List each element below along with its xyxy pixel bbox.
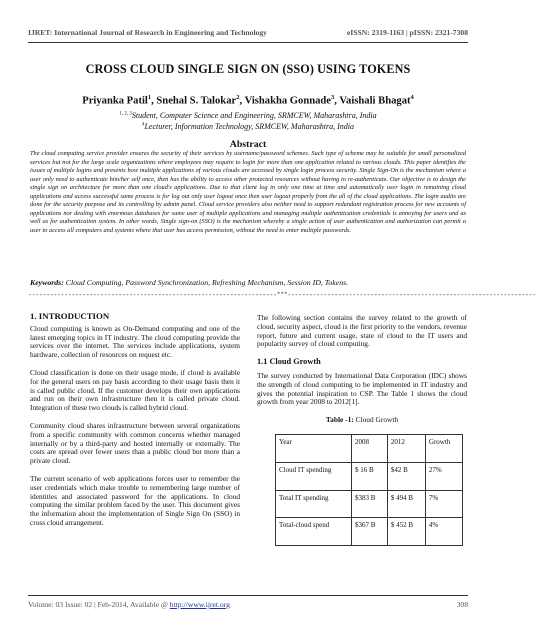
paragraph: The survey conducted by International Data Corporation (IDC) shows the strength of cloud computing to be implemented in IT industry and gives the potential inspiration to CSP. The Table 1 shows the cloud growth from year 2008 to 2012[1]. <box>257 370 467 407</box>
table-caption: Table -1: Cloud Growth <box>325 415 399 425</box>
table-cell: $367 B <box>352 518 388 546</box>
journal-url-link[interactable]: http://www.ijret.org <box>169 600 230 609</box>
table-cell: $ 494 B <box>387 490 425 518</box>
paragraph: The current scenario of web applications forces user to remember the user credentials which make trouble to remembering large number of identities and associated password for the applications. In cloud computing the similar problem faced by the user. This document gives the information about the implementation of Single Sign On (SSO) in cross cloud arrangement. <box>30 473 240 527</box>
author-name: Snehal S. Talokar <box>156 95 237 107</box>
journal-name: IJRET: International Journal of Research in Engineering and Technology <box>28 28 267 37</box>
table-cell: Total-cloud spend <box>276 518 352 546</box>
cloud-growth-table <box>275 434 463 546</box>
abstract-heading: Abstract <box>229 139 267 150</box>
keywords <box>30 278 466 287</box>
table-row <box>276 490 463 518</box>
journal-header <box>28 28 468 37</box>
author-list: Priyanka Patil$^1$, Snehal S. Talokar$^2$, Vishakha Gonnade$^3$, Vaishali Bhagat$^4$ <box>82 94 414 107</box>
left-column <box>30 312 240 537</box>
paper-title: CROSS CLOUD SINGLE SIGN ON (SSO) USING TOKENS <box>85 62 411 76</box>
paragraph: Cloud classification is done on their usage mode, if cloud is available for the general users on pay basis according to their usage basis then it is called public cloud. If the customer develops their own applications and run on their own infrastructure then it is called private cloud. Integration of these two clouds is called hybrid cloud. <box>30 367 240 413</box>
footer-volume: Volume: 03 Issue: 02 | Feb-2014, Available @ http://www.ijret.org <box>28 600 230 609</box>
page-number: 308 <box>456 600 468 609</box>
paragraph: Community cloud shares infrastructure between several organizations from a specific community with common concerns whether managed internally or by a third-party and hosted internally or externally. The costs are spread over fewer users than a public cloud but more than a private cloud. <box>30 420 240 466</box>
author-name: Priyanka Patil <box>82 95 148 107</box>
table-row <box>276 462 463 490</box>
affiliation-students: $^{1, 2, 3}$Student, Computer Science and Engineering, SRMCEW, Maharashtra, India <box>119 111 377 120</box>
header-rule <box>28 42 468 43</box>
author-name: Vaishali Bhagat <box>339 95 411 107</box>
table-cell: $ 452 B <box>387 518 425 546</box>
right-column <box>257 314 467 546</box>
paragraph: The following section contains the survey related to the growth of cloud, security aspect, cloud is the first priority to the vendors, revenue report, future and current usage, state of cloud to the IT users and popularity survey of cloud computing. <box>257 313 467 349</box>
keywords-text: Cloud Computing, Password Synchronization, Refreshing Mechanism, Session ID, Tokens. <box>65 278 349 287</box>
keywords-label: Keywords: <box>30 278 64 287</box>
abstract-text: The cloud computing service provider ensures the security of their services by username/password schemes. Such type of scheme may be suitable for small personalized services but not for the large scale organizations where employees may require to login for more than one application related to various clouds. This paper identifies the issues of multiple logins and presents how multiple applications of various clouds are accessed by single login process security. Single Sign-On is the mechanism where a user only need to authenticate him/her self once, then has the ability to access other protected resources without having to re-authenticate. Our objective is to design the single sign on architecture for more than one cloud's applications. Due to that client log in only one time at time and automatically user login in remaining cloud applications and access successful same process is for log out only user logout once then user logout properly from the all of the cloud applications. The login audits are done for the security purpose and its controlling by admin panel. Cloud service providers also neither need to support redundant registration process for new accounts of applications nor dealing with enormous databases for same user of multiple applications and managing multiple authentication credentials is annoying for users and as well as for authentication system. In other words, Single sign-on (SSO) is the mechanism whereby a single action of user authentication and authorization can permit a user to access all computers and systems where that user has access permission, without the need to enter multiple passwords. <box>30 150 466 234</box>
table-cell: $42 B <box>387 462 425 490</box>
section-heading-introduction: 1. INTRODUCTION <box>30 311 110 321</box>
author-name: Vishakha Gonnade <box>244 95 332 107</box>
table-header-cell: Year <box>276 434 352 462</box>
table-cell: 4% <box>425 518 462 546</box>
affiliation-lecturer: $^4$Lecturer, Information Technology, SRMCEW, Maharashtra, India <box>141 122 355 131</box>
table-header-cell: 2012 <box>387 434 425 462</box>
table-header-cell: Growth <box>425 434 462 462</box>
table-cell: $383 B <box>352 490 388 518</box>
table-header-cell: 2008 <box>352 434 388 462</box>
page-footer <box>28 600 468 609</box>
table-cell: Cloud IT spending <box>276 462 352 490</box>
table-cell: Total IT spending <box>276 490 352 518</box>
paragraph: Cloud computing is known as On-Demand computing and one of the latest emerging topics in IT industry. The cloud computing provide the services over the internet. The services include applications, system hardware, collection of resources on request etc. <box>30 323 240 360</box>
table-cell: 7% <box>425 490 462 518</box>
section-separator: ---------------------------------------------------------------------***--------------------------------------------------------------------- <box>28 292 536 300</box>
issn-text: eISSN: 2319-1163 | pISSN: 2321-7308 <box>346 28 468 37</box>
table-cell: 27% <box>425 462 462 490</box>
footer-rule <box>28 595 468 596</box>
subsection-heading-cloud-growth: 1.1 Cloud Growth <box>257 357 321 367</box>
table-row <box>276 518 463 546</box>
table-header-row <box>276 434 463 462</box>
table-cell: $ 16 B <box>352 462 388 490</box>
